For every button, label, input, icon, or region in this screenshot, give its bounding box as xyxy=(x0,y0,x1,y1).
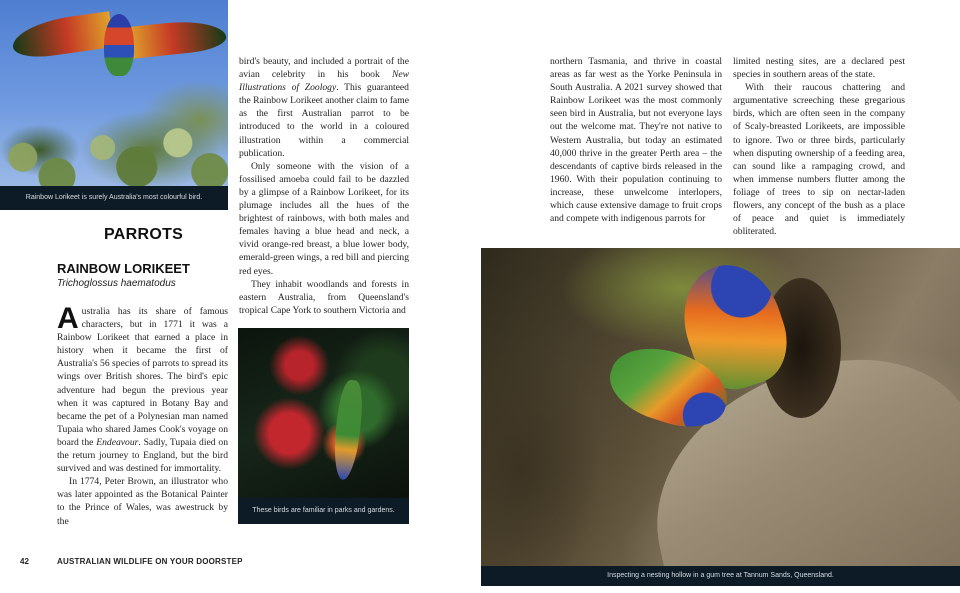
paragraph: In 1774, Peter Brown, an illustrator who was later appointed as the Botanical Painter to the Prince of Wales, was awestruck by the xyxy=(57,476,228,527)
caption-middle-photo: These birds are familiar in parks and gardens. xyxy=(238,498,409,524)
text-run: . This guaranteed the Rainbow Lorikeet another claim to fame as the first Australian parrot to be introduced to the world in a coloured illustration within a commercial publication. xyxy=(239,82,409,159)
bird-body xyxy=(104,14,134,76)
bird-wing-right xyxy=(127,17,228,59)
paragraph xyxy=(239,55,409,160)
text-column-3 xyxy=(550,55,722,225)
paragraph: northern Tasmania, and thrive in coastal areas as far west as the Yorke Peninsula in South Australia. A 2021 survey showed that Rainbow Lorikeet was the most commonly seen bird in Australia, but not everyone lays out the welcome mat. They're not native to Western Australia, but today an estimated 40,000 thrive in the greater Perth area – the descendants of captive birds released in the 1960. With their population continuing to increase, these unwelcome interlopers, which cause extensive damage to fruit crops and compete with indigenous parrots for xyxy=(550,56,722,225)
paragraph: Only someone with the vision of a fossilised amoeba could fail to be dazzled by a glimpse of a Rainbow Lorikeet, for its plumage includes all the hues of the brightest of rainbows, with both males and females having a blue head and neck, a vivid orange-red breast, a blue lower body, emerald-green wings, a red bill and piercing red eyes. xyxy=(239,160,409,277)
page-number: 42 xyxy=(20,557,29,566)
text-run: . Sadly, Tupaia died on the return journey to England, but the bird survived and was destined for immortality. xyxy=(57,436,228,475)
text-run: ustralia has its share of famous characters, but in 1771 it was a Rainbow Lorikeet that earned a place in history when it became the first of Australia's 56 species of parrots to spread its wings over British shores. The bird's epic adventure had begun the previous year when it was captured in Botany Bay and became the pet of a Polynesian man named Tupaia who shared James Cook's voyage on board the xyxy=(57,306,228,448)
foliage xyxy=(0,90,228,186)
running-title: AUSTRALIAN WILDLIFE ON YOUR DOORSTEP xyxy=(57,557,243,566)
photo-lorikeets-nesting-hollow xyxy=(481,248,960,566)
paragraph xyxy=(57,302,228,475)
text-run: bird's beauty, and included a portrait of the avian celebrity in his book xyxy=(239,56,409,81)
caption-big-photo: Inspecting a nesting hollow in a gum tree at Tannum Sands, Queensland. xyxy=(481,566,960,586)
species-latin-name: Trichoglossus haematodus xyxy=(57,278,176,289)
ship-name: Endeavour xyxy=(96,436,139,448)
caption-top-photo: Rainbow Lorikeet is surely Australia's most colourful bird. xyxy=(0,186,228,210)
photo-flying-lorikeet xyxy=(0,0,228,186)
text-column-4 xyxy=(733,55,905,238)
bird xyxy=(331,379,365,481)
text-column-2 xyxy=(239,55,409,317)
section-title: PARROTS xyxy=(104,226,184,243)
text-column-1 xyxy=(57,302,228,528)
paragraph: limited nesting sites, are a declared pest species in southern areas of the state. xyxy=(733,56,905,81)
bird-wing-left xyxy=(10,11,114,61)
paragraph: They inhabit woodlands and forests in eastern Australia, from Queensland's tropical Cape York to southern Victoria and xyxy=(239,278,409,316)
photo-lorikeet-in-flowers xyxy=(238,328,409,498)
paragraph: With their raucous chattering and argumentative screeching these gregarious birds, which are often seen in the company of Scaly-breasted Lorikeets, are impossible to ignore. Two or three birds, particularly when disputing ownership of a feeding area, can sound like a rampaging crowd, and when immense numbers flutter among the foliage of trees to sip on nectar-laden flowers, any concept of the bush as a place of peace and quiet is immediately obliterated. xyxy=(733,82,905,238)
book-title: New Illustrations of Zoology xyxy=(239,69,409,94)
drop-cap: A xyxy=(57,302,79,335)
species-name: RAINBOW LORIKEET xyxy=(57,261,190,276)
